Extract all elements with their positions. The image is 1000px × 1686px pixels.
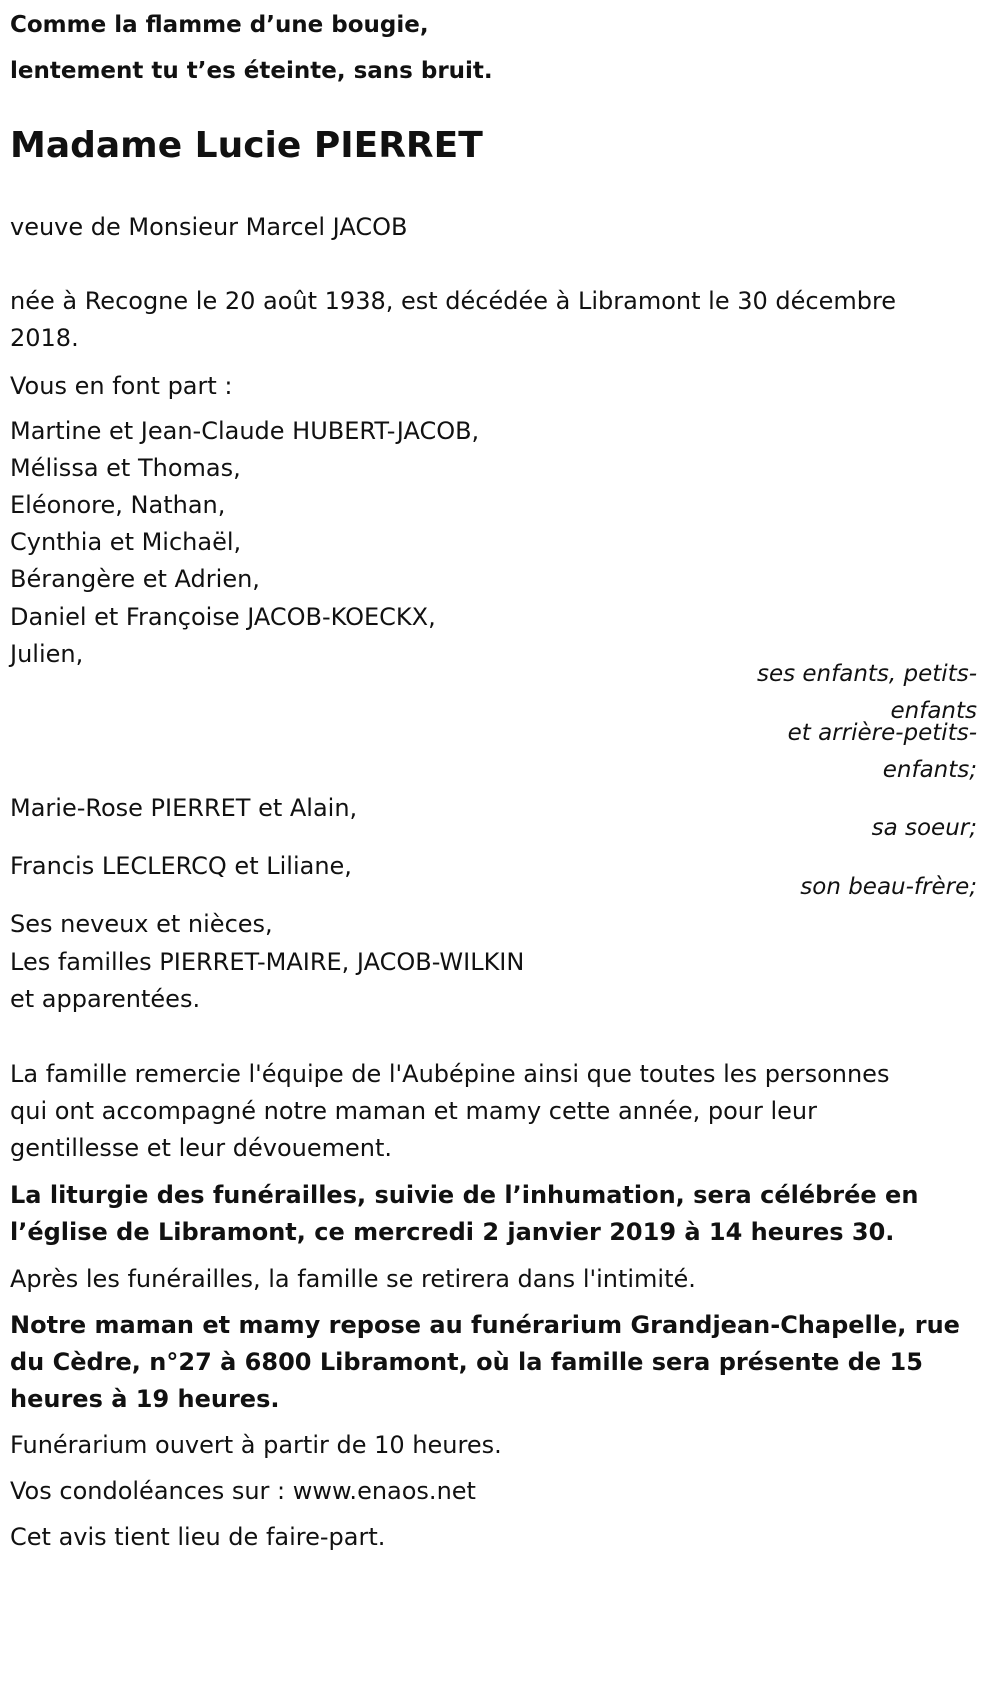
family-member: Martine et Jean-Claude HUBERT-JACOB, [10, 417, 480, 445]
poem-line-2: lentement tu t’es éteinte, sans bruit. [10, 58, 493, 84]
birth-death-line-2: 2018. [10, 324, 79, 352]
liturgy-line: La liturgie des funérailles, suivie de l’inhumation, sera célébrée en [10, 1181, 919, 1209]
poem-line-1: Comme la flamme d’une bougie, [10, 12, 429, 38]
family-member: Eléonore, Nathan, [10, 491, 226, 519]
others-line: Ses neveux et nièces, [10, 910, 273, 938]
brother-in-law-relation: son beau-frère; [800, 874, 977, 900]
announcement-intro: Vous en font part : [10, 372, 233, 400]
relation-children-line-4: enfants; [882, 757, 977, 783]
relation-children-line-3: et arrière-petits- [787, 720, 977, 746]
thanks-line: gentillesse et leur dévouement. [10, 1134, 392, 1162]
others-line: Les familles PIERRET-MAIRE, JACOB-WILKIN [10, 948, 525, 976]
family-member: Bérangère et Adrien, [10, 565, 260, 593]
sister-name: Marie-Rose PIERRET et Alain, [10, 794, 358, 822]
spouse-line: veuve de Monsieur Marcel JACOB [10, 213, 408, 241]
thanks-line: qui ont accompagné notre maman et mamy cette année, pour leur [10, 1097, 817, 1125]
birth-death-line-1: née à Recogne le 20 août 1938, est décédée à Libramont le 30 décembre [10, 287, 897, 315]
funerarium-hours: Funérarium ouvert à partir de 10 heures. [10, 1431, 502, 1459]
liturgy-line: l’église de Libramont, ce mercredi 2 janvier 2019 à 14 heures 30. [10, 1218, 895, 1246]
family-member: Cynthia et Michaël, [10, 528, 242, 556]
condolences-line: Vos condoléances sur : www.enaos.net [10, 1477, 476, 1505]
family-member: Julien, [10, 640, 84, 668]
thanks-line: La famille remercie l'équipe de l'Aubépine ainsi que toutes les personnes [10, 1060, 890, 1088]
others-line: et apparentées. [10, 985, 201, 1013]
funerarium-line: Notre maman et mamy repose au funérarium Grandjean-Chapelle, rue [10, 1311, 960, 1339]
sister-relation: sa soeur; [871, 815, 977, 841]
after-funeral-line: Après les funérailles, la famille se retirera dans l'intimité. [10, 1265, 696, 1293]
relation-children-line-1: ses enfants, petits- [756, 661, 977, 687]
relation-children-line-2: enfants [890, 698, 977, 724]
family-member: Daniel et Françoise JACOB-KOECKX, [10, 603, 436, 631]
closing-line: Cet avis tient lieu de faire-part. [10, 1523, 386, 1551]
funerarium-line: du Cèdre, n°27 à 6800 Libramont, où la famille sera présente de 15 [10, 1348, 923, 1376]
deceased-name: Madame Lucie PIERRET [10, 125, 483, 166]
brother-in-law-name: Francis LECLERCQ et Liliane, [10, 852, 352, 880]
family-member: Mélissa et Thomas, [10, 454, 241, 482]
funerarium-line: heures à 19 heures. [10, 1385, 280, 1413]
